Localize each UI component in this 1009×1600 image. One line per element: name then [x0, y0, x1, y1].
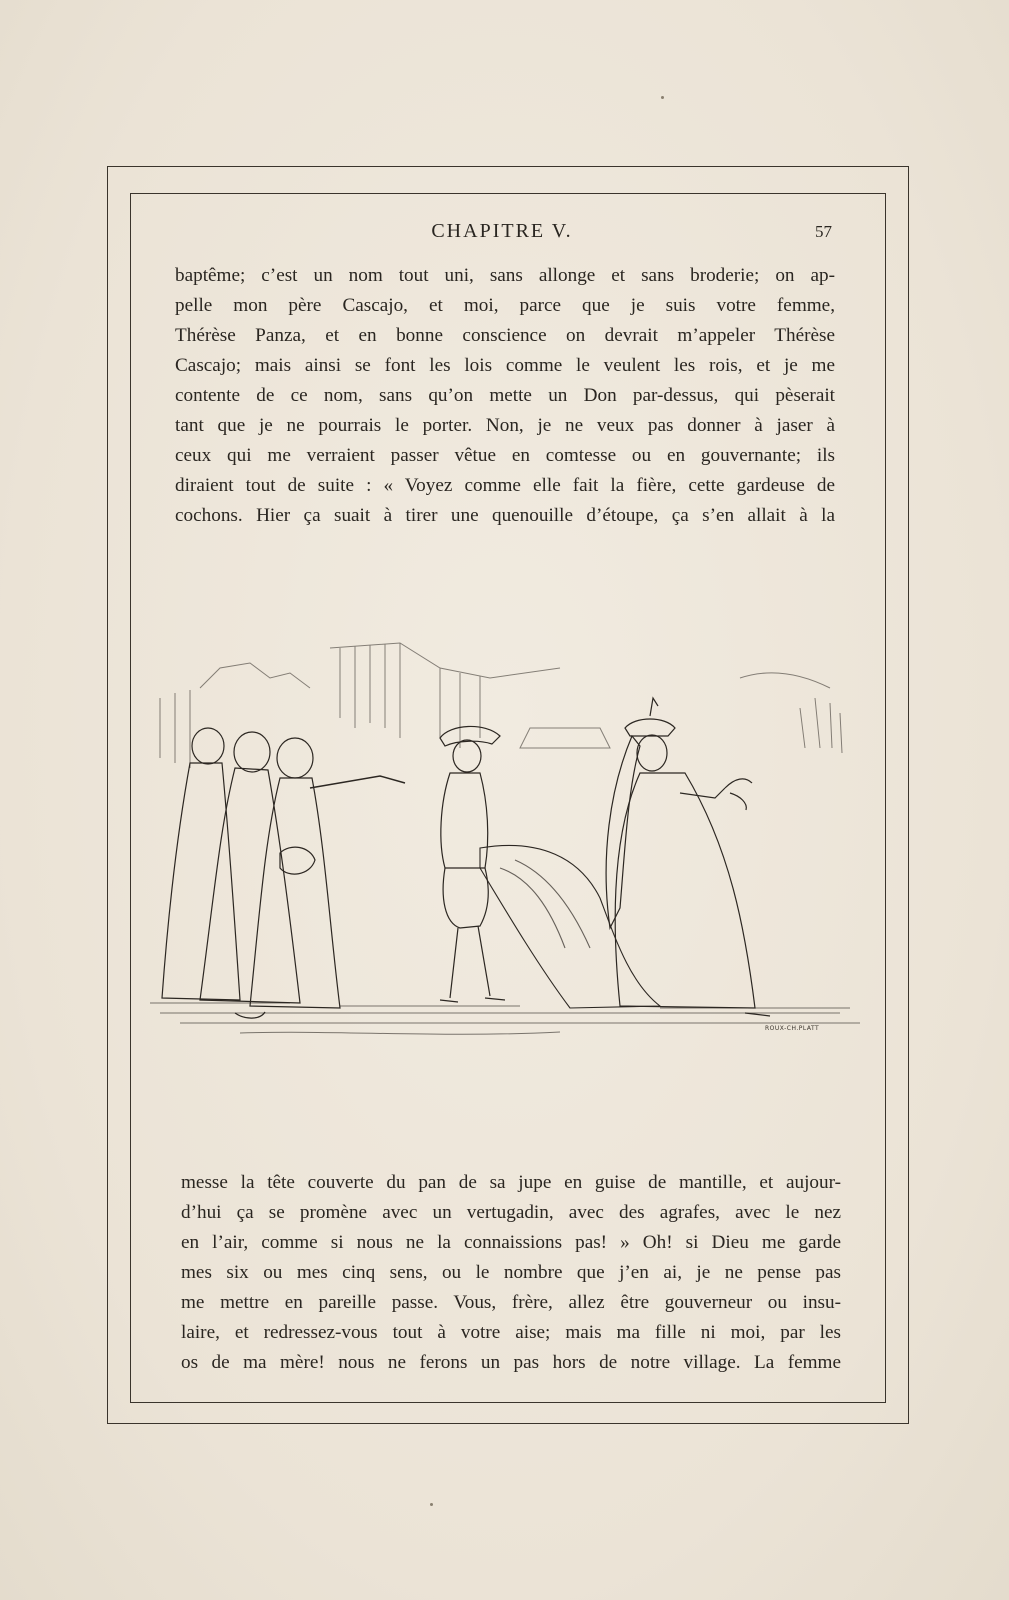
running-head: CHAPITRE V. [431, 220, 573, 242]
text-line: Thérèse Panza, et en bonne conscience on devrait m’appeler Thérèse [175, 325, 835, 346]
text-line: me mettre en pareille passe. Vous, frère, allez être gouverneur ou insu- [181, 1292, 841, 1313]
text-line: tant que je ne pourrais le porter. Non, je ne veux pas donner à jaser à [175, 415, 835, 436]
text-line: laire, et redressez-vous tout à votre aise; mais ma fille ni moi, par les [181, 1322, 841, 1343]
background-buildings [160, 643, 842, 768]
engraver-signature: ROUX-CH.PLATT [765, 1025, 820, 1032]
text-line: en l’air, comme si nous ne la connaissions pas! » Oh! si Dieu me garde [181, 1232, 841, 1253]
text-line: baptême; c’est un nom tout uni, sans allonge et sans broderie; on ap- [175, 265, 835, 286]
paper-speck [430, 1503, 433, 1506]
lady-figure [606, 698, 770, 1016]
text-block-bottom [181, 1168, 841, 1378]
page-boy [440, 726, 505, 1002]
text-block-top [175, 261, 835, 531]
engraving-illustration [140, 628, 875, 1048]
text-line: contente de ce nom, sans qu’on mette un Don par-dessus, qui pèserait [175, 385, 835, 406]
text-line: messe la tête couverte du pan de sa jupe en guise de mantille, et aujour- [181, 1172, 841, 1193]
text-line: d’hui ça se promène avec un vertugadin, avec des agrafes, avec le nez [181, 1202, 841, 1223]
text-line: ceux qui me verraient passer vêtue en comtesse ou en gouvernante; ils [175, 445, 835, 466]
paper-speck [661, 96, 664, 99]
text-line: cochons. Hier ça suait à tirer une quenouille d’étoupe, ça s’en allait à la [175, 505, 835, 526]
text-line: diraient tout de suite : « Voyez comme elle fait la fière, cette gardeuse de [175, 475, 835, 496]
lady-train [480, 845, 660, 1008]
text-line: os de ma mère! nous ne ferons un pas hors de notre village. La femme [181, 1352, 841, 1373]
group-of-women [162, 728, 405, 1018]
text-line: mes six ou mes cinq sens, ou le nombre que j’en ai, je ne pense pas [181, 1262, 841, 1283]
page-number: 57 [815, 222, 832, 241]
text-line: pelle mon père Cascajo, et moi, parce que je suis votre femme, [175, 295, 835, 316]
page-header [172, 220, 832, 250]
text-line: Cascajo; mais ainsi se font les lois comme le veulent les rois, et je me [175, 355, 835, 376]
